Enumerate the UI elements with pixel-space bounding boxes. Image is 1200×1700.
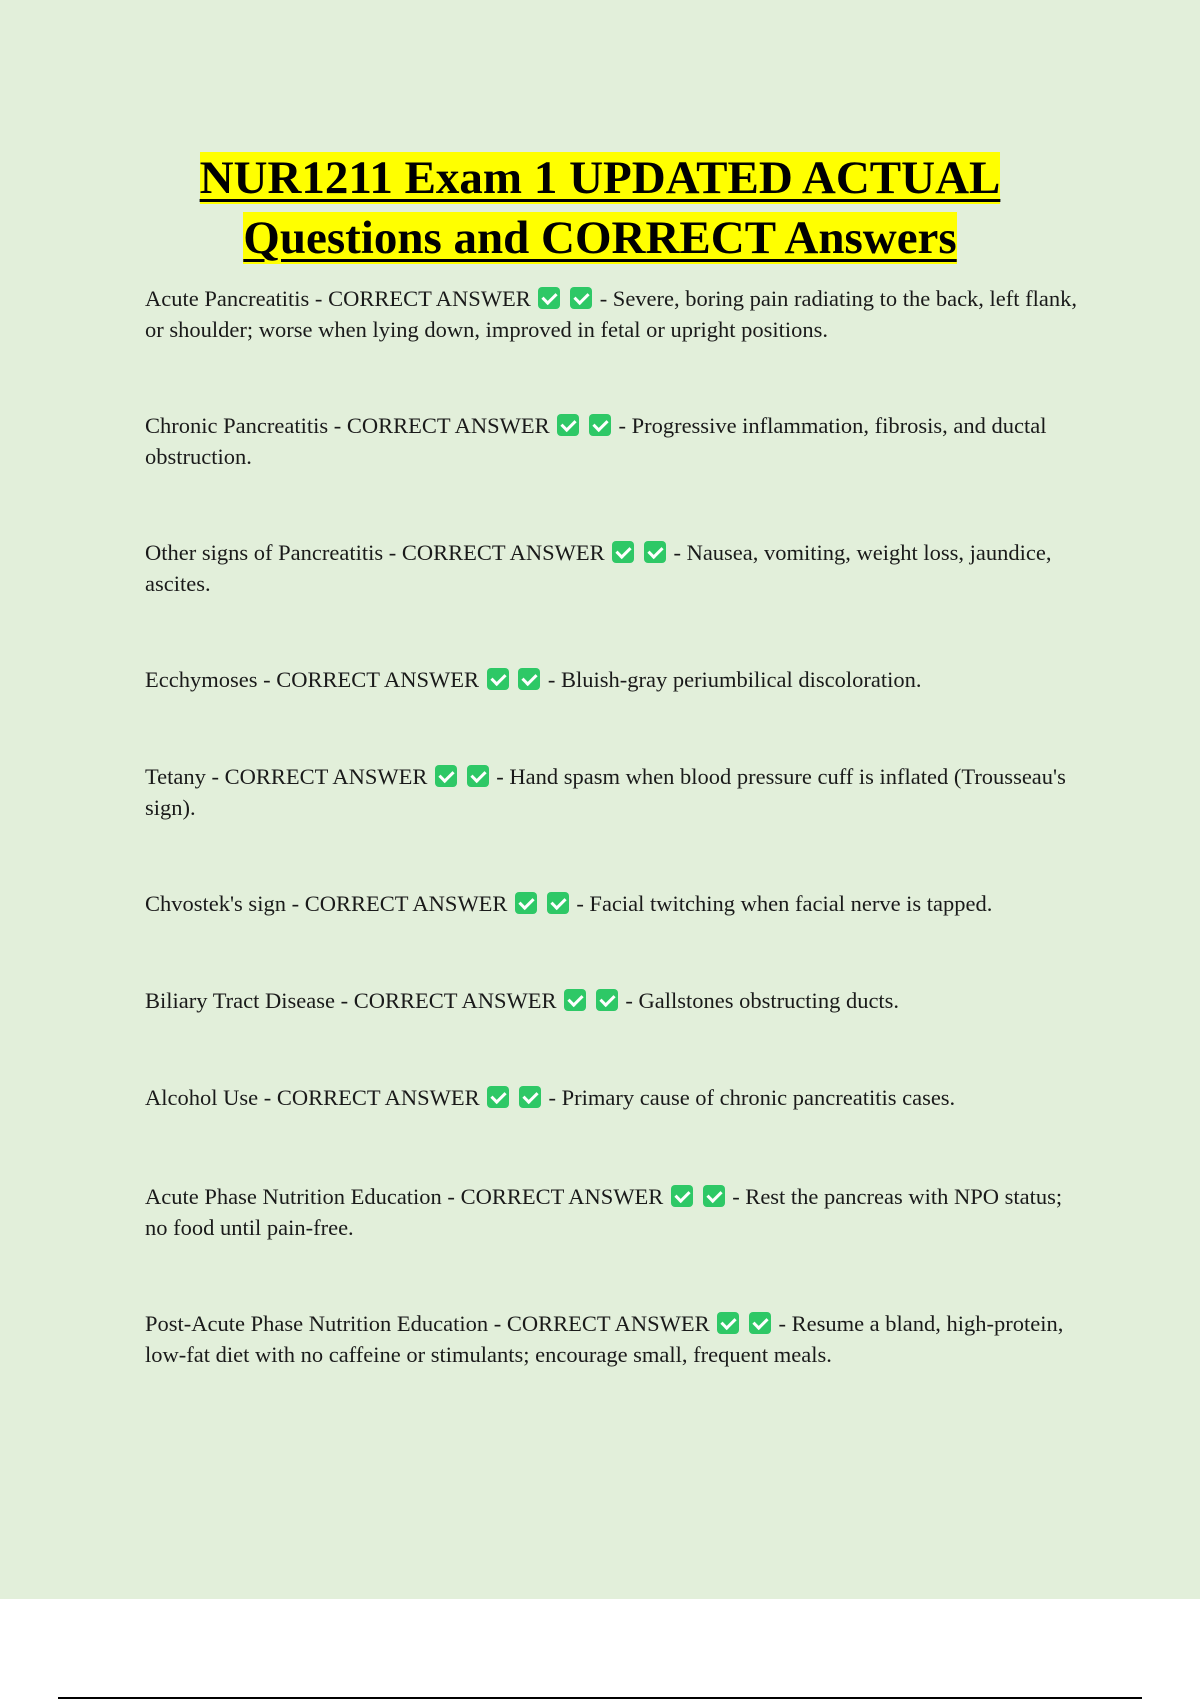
qa-answer: - Severe, boring pain radiating to the back, left flank, or shoulder; worse when lying down, improved in fetal or upright positions.: [145, 286, 1078, 342]
correct-answer-label: CORRECT ANSWER: [276, 1085, 480, 1110]
check-mark-icon: [557, 414, 579, 436]
check-mark-icon: [717, 1312, 739, 1334]
qa-item-chvosteks-sign: [145, 888, 1085, 919]
qa-item-post-acute-phase-nutrition: [145, 1308, 1085, 1370]
qa-term: Biliary Tract Disease -: [145, 988, 354, 1013]
correct-answer-label: CORRECT ANSWER: [346, 413, 550, 438]
qa-answer: - Progressive inflammation, fibrosis, and ductal obstruction.: [145, 413, 1047, 469]
qa-item-acute-phase-nutrition: [145, 1181, 1085, 1243]
check-mark-icon: [703, 1185, 725, 1207]
qa-answer: - Nausea, vomiting, weight loss, jaundice, ascites.: [145, 540, 1052, 596]
check-mark-icon: [589, 414, 611, 436]
check-mark-icon: [547, 892, 569, 914]
title-line-2: Questions and CORRECT Answers: [243, 212, 957, 264]
correct-answer-label: CORRECT ANSWER: [401, 540, 605, 565]
page-divider-line: [58, 1697, 1142, 1699]
correct-answer-label: CORRECT ANSWER: [224, 764, 428, 789]
qa-item-chronic-pancreatitis: [145, 410, 1085, 472]
qa-term: Acute Pancreatitis -: [145, 286, 329, 311]
check-mark-icon: [538, 287, 560, 309]
correct-answer-label: CORRECT ANSWER: [506, 1311, 710, 1336]
check-mark-icon: [519, 1086, 541, 1108]
check-mark-icon: [612, 541, 634, 563]
qa-answer: - Rest the pancreas with NPO status; no food until pain-free.: [145, 1184, 1063, 1240]
qa-item-tetany: [145, 761, 1085, 823]
qa-answer: - Facial twitching when facial nerve is tapped.: [570, 891, 993, 916]
check-mark-icon: [749, 1312, 771, 1334]
title-line-1: NUR1211 Exam 1 UPDATED ACTUAL: [199, 152, 1001, 204]
correct-answer-label: CORRECT ANSWER: [328, 286, 531, 311]
correct-answer-label: CORRECT ANSWER: [353, 988, 557, 1013]
correct-answer-label: CORRECT ANSWER: [276, 667, 479, 692]
qa-answer: - Hand spasm when blood pressure cuff is inflated (Trousseau's sign).: [145, 764, 1066, 820]
qa-item-alcohol-use: [145, 1082, 1085, 1113]
qa-answer: - Resume a bland, high-protein, low-fat diet with no caffeine or stimulants; encourage small, frequent meals.: [145, 1311, 1064, 1367]
qa-term: Chvostek's sign -: [145, 891, 305, 916]
qa-answer: - Primary cause of chronic pancreatitis cases.: [542, 1085, 956, 1110]
check-mark-icon: [570, 287, 592, 309]
qa-term: Post-Acute Phase Nutrition Education -: [145, 1311, 507, 1336]
check-mark-icon: [487, 668, 509, 690]
check-mark-icon: [671, 1185, 693, 1207]
qa-term: Chronic Pancreatitis -: [145, 413, 347, 438]
check-mark-icon: [435, 765, 457, 787]
qa-term: Other signs of Pancreatitis -: [145, 540, 402, 565]
check-mark-icon: [487, 1086, 509, 1108]
qa-answer: - Gallstones obstructing ducts.: [619, 988, 900, 1013]
check-mark-icon: [564, 989, 586, 1011]
qa-term: Tetany -: [145, 764, 225, 789]
qa-item-ecchymoses: [145, 664, 1085, 695]
qa-answer: - Bluish-gray periumbilical discoloration.: [542, 667, 922, 692]
qa-item-other-signs-of-pancreatitis: [145, 537, 1085, 599]
correct-answer-label: CORRECT ANSWER: [460, 1184, 664, 1209]
correct-answer-label: CORRECT ANSWER: [304, 891, 508, 916]
qa-term: Alcohol Use -: [145, 1085, 277, 1110]
check-mark-icon: [518, 668, 540, 690]
check-mark-icon: [515, 892, 537, 914]
document-title: [0, 148, 1200, 268]
qa-item-biliary-tract-disease: [145, 985, 1085, 1016]
check-mark-icon: [596, 989, 618, 1011]
qa-item-acute-pancreatitis: [145, 283, 1085, 345]
qa-term: Acute Phase Nutrition Education -: [145, 1184, 461, 1209]
check-mark-icon: [467, 765, 489, 787]
qa-term: Ecchymoses -: [145, 667, 277, 692]
check-mark-icon: [644, 541, 666, 563]
